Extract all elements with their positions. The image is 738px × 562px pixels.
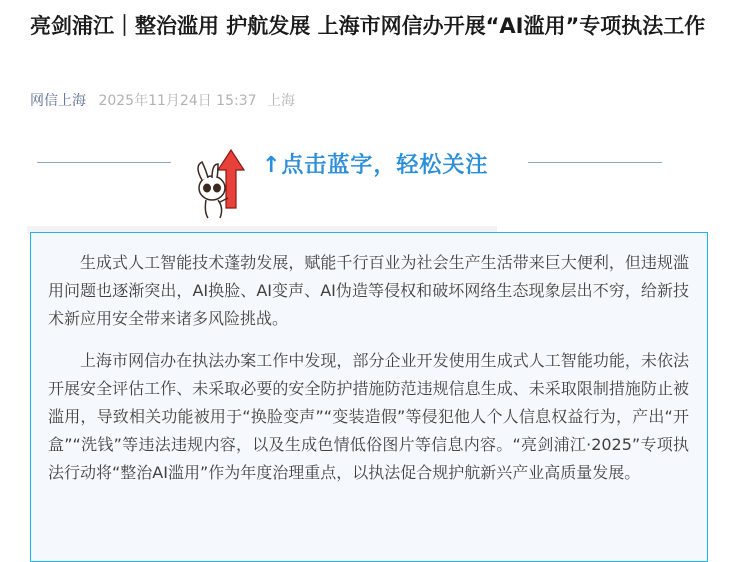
paragraph: 生成式人工智能技术蓬勃发展，赋能千行百业为社会生产生活带来巨大便利，但违规滥用问题也逐渐突出，AI换脸、AI变声、AI伪造等侵权和破坏网络生态现象层出不穷，给新技术新应用安全带来诸多风险挑战。 bbox=[48, 253, 689, 328]
publish-location: 上海 bbox=[266, 93, 295, 109]
divider-right bbox=[528, 162, 662, 163]
intro-box bbox=[30, 232, 708, 562]
article-meta bbox=[30, 90, 301, 110]
divider-left bbox=[37, 162, 171, 163]
article-title: 亮剑浦江｜整治滥用 护航发展 上海市网信办开展“AI滥用”专项执法工作 bbox=[30, 14, 706, 38]
paragraph: 上海市网信办在执法办案工作中发现，部分企业开发使用生成式人工智能功能，未依法开展安全评估工作、未采取必要的安全防护措施防范违规信息生成、未采取限制措施防止被滥用，导致相关功能被用于“换脸变声”“变装造假”等侵犯他人个人信息权益行为，产出“开盒”“洗钱”等违法违规内容，以及生成色情低俗图片等信息内容。“亮剑浦江·2025”专项执法行动将“整治AI滥用”作为年度治理重点，以执法促合规护航新兴产业高质量发展。 bbox=[48, 351, 689, 482]
publish-date: 2025年11月24日 15:37 bbox=[98, 93, 257, 109]
rabbit-mascot-icon bbox=[190, 148, 250, 220]
account-name-link[interactable]: 网信上海 bbox=[30, 93, 86, 109]
follow-prompt[interactable]: ↑点击蓝字，轻松关注 bbox=[262, 153, 489, 178]
